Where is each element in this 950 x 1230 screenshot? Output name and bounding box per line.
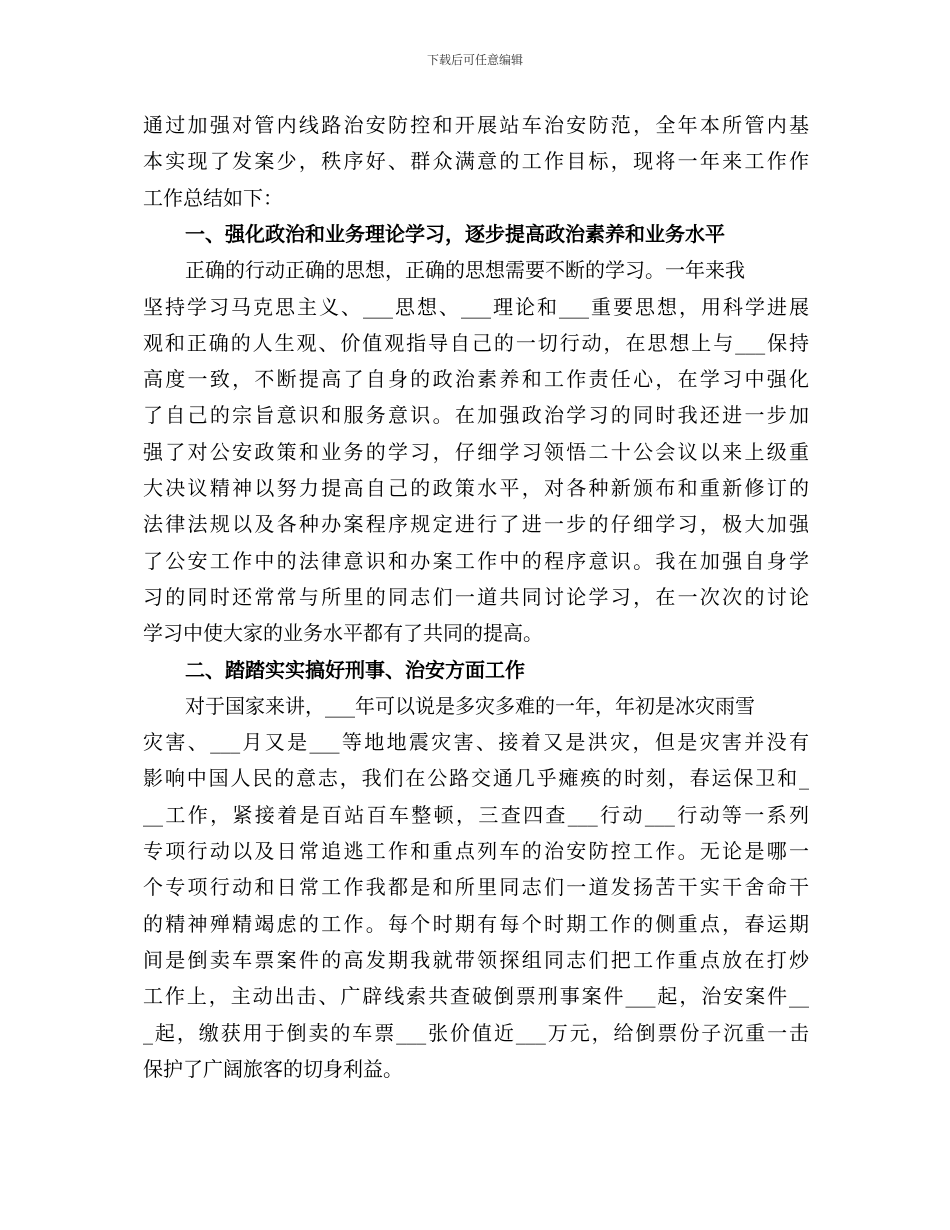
text-line: 了公安工作中的法律意识和办案工作中的程序意识。我在加强自身学 xyxy=(143,548,809,573)
text-line: _起，缴获用于倒卖的车票___张价值近___万元，给倒票份子沉重一击 xyxy=(143,1020,809,1045)
text-line: 法律法规以及各种办案程序规定进行了进一步的仔细学习，极大加强 xyxy=(143,512,809,537)
text-line: 的精神殚精竭虑的工作。每个时期有每个时期工作的侧重点，春运期 xyxy=(143,911,809,936)
text-line: 工作上，主动出击、广辟线索共查破倒票刑事案件___起，治安案件__ xyxy=(143,984,809,1009)
text-line: 观和正确的人生观、价值观指导自己的一切行动，在思想上与___保持 xyxy=(143,330,809,355)
text-line: 大决议精神以努力提高自己的政策水平，对各种新颁布和重新修订的 xyxy=(143,476,809,500)
text-line: __工作，紧接着是百站百车整顿，三查四查___行动___行动等一系列 xyxy=(143,802,809,827)
text-line: 间是倒卖车票案件的高发期我就带领探组同志们把工作重点放在打炒 xyxy=(143,947,809,972)
text-line: 坚持学习马克思主义、___思想、___理论和___重要思想，用科学进展 xyxy=(143,294,809,319)
text-line: 强了对公安政策和业务的学习，仔细学习领悟二十公会议以来上级重 xyxy=(143,439,809,464)
text-line: 专项行动以及日常追逃工作和重点列车的治安防控工作。无论是哪一 xyxy=(143,839,809,863)
text-line: 习的同时还常常与所里的同志们一道共同讨论学习，在一次次的讨论 xyxy=(143,584,809,609)
page-header: 下载后可任意编辑 xyxy=(426,53,523,67)
text-line: 个专项行动和日常工作我都是和所里同志们一道发扬苦干实干舍命干 xyxy=(143,875,809,900)
text-line: 对于国家来讲，___年可以说是多灾多难的一年，年初是冰灾雨雪 xyxy=(185,693,755,718)
text-line: 影响中国人民的意志，我们在公路交通几乎瘫痪的时刻，春运保卫和_ xyxy=(143,766,809,791)
text-line: 学习中使大家的业务水平都有了共同的提高。 xyxy=(143,621,543,646)
text-line: 本实现了发案少，秩序好、群众满意的工作目标，现将一年来工作作 xyxy=(143,149,809,174)
text-line: 灾害、___月又是___等地地震灾害、接着又是洪灾，但是灾害并没有 xyxy=(143,730,809,755)
text-line: 了自己的宗旨意识和服务意识。在加强政治学习的同时我还进一步加 xyxy=(143,403,809,428)
section-heading: 一、强化政治和业务理论学习，逐步提高政治素养和业务水平 xyxy=(185,221,725,246)
text-line: 高度一致，不断提高了自身的政治素养和工作责任心，在学习中强化 xyxy=(143,367,809,392)
text-line: 正确的行动正确的思想，正确的思想需要不断的学习。一年来我 xyxy=(185,258,745,283)
text-line: 工作总结如下： xyxy=(143,185,283,210)
text-line: 通过加强对管内线路治安防控和开展站车治安防范，全年本所管内基 xyxy=(143,113,809,137)
text-line: 保护了广阔旅客的切身利益。 xyxy=(143,1056,403,1081)
section-heading: 二、踏踏实实搞好刑事、治安方面工作 xyxy=(185,657,525,682)
